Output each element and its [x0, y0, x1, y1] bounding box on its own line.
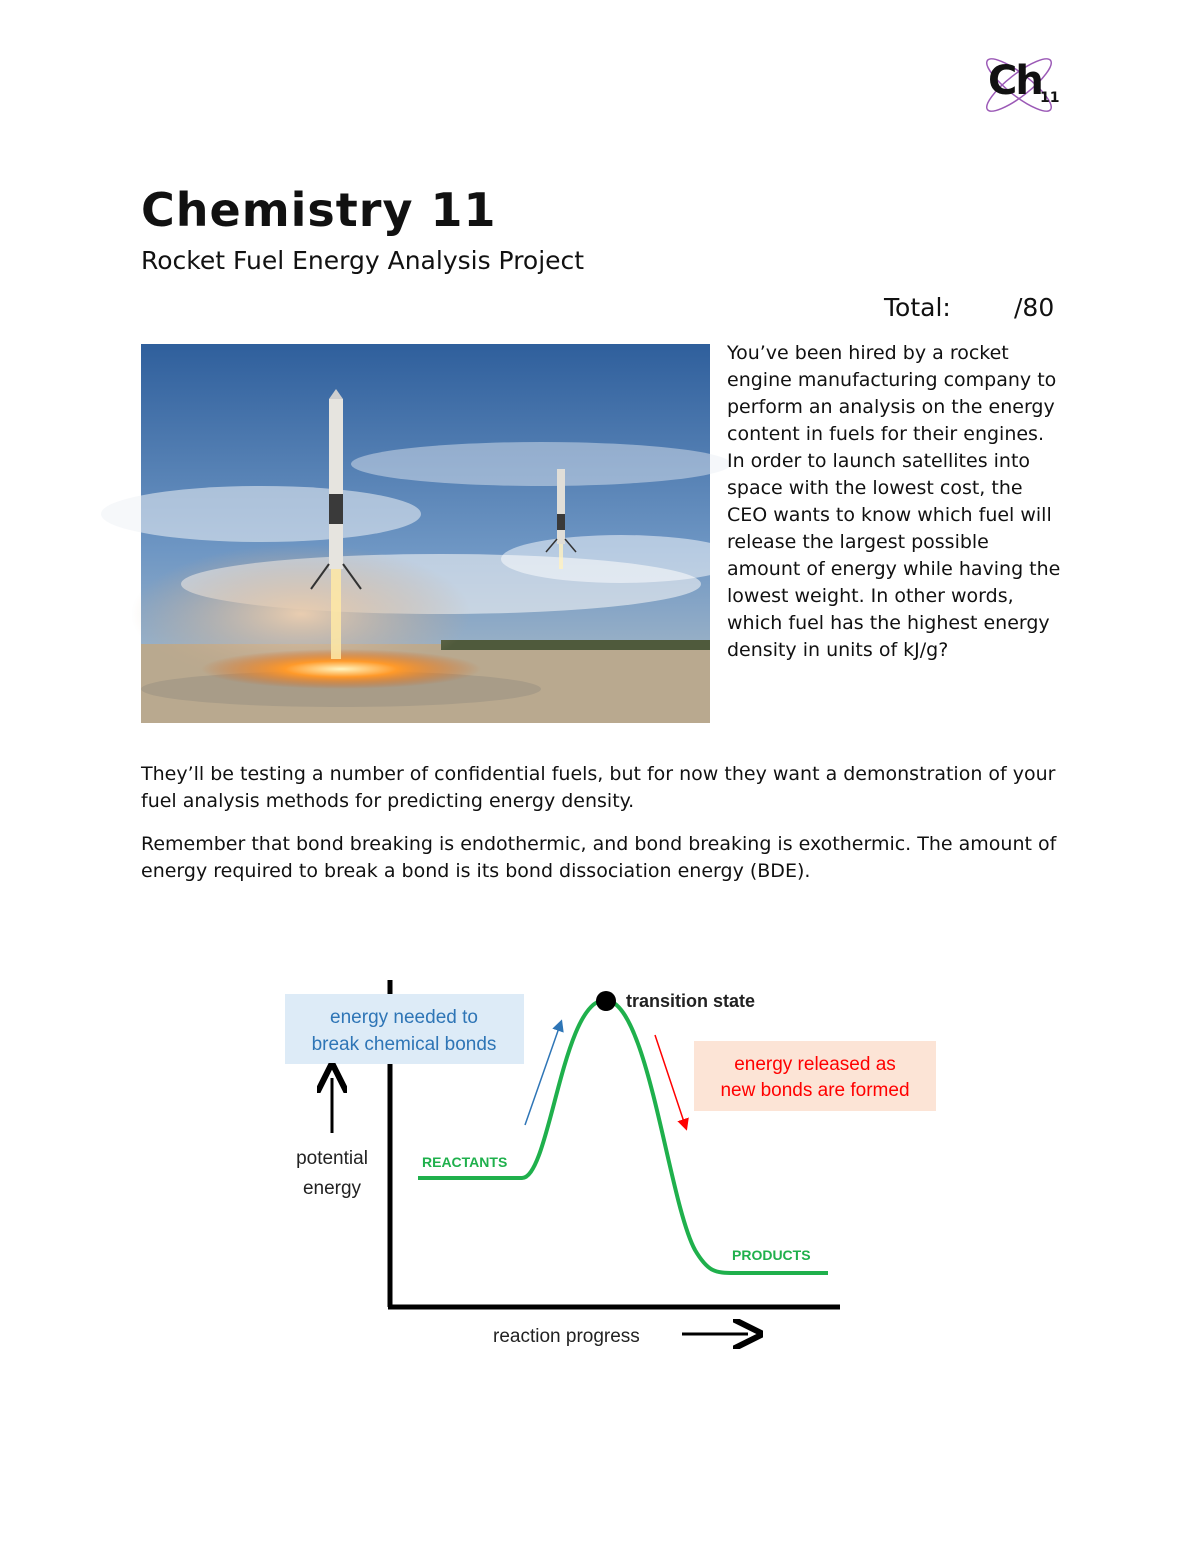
- energy-diagram: [270, 975, 910, 1360]
- total-label: Total:: [884, 293, 951, 322]
- x-axis-label: reaction progress: [493, 1326, 640, 1347]
- energy-needed-arrow: [525, 1025, 560, 1125]
- transition-state-marker: [596, 991, 616, 1011]
- y-axis-label-line2: energy: [302, 1178, 362, 1199]
- page-title: Chemistry 11: [141, 183, 497, 237]
- reactants-label: REACTANTS: [422, 1154, 508, 1170]
- body-paragraph-2: Remember that bond breaking is endothermic, and bond breaking is exothermic. The amount of energy required to break a bond is its bond dissociation energy (BDE).: [141, 833, 1057, 882]
- total-score-value: /80: [1014, 293, 1055, 322]
- body-paragraph-1: They’ll be testing a number of confidential fuels, but for now they want a demonstration of your fuel analysis methods for predicting energy density.: [141, 763, 1056, 812]
- energy-needed-line1: energy needed to: [330, 1007, 478, 1028]
- transition-state-label: transition state: [626, 991, 756, 1011]
- page-subtitle: Rocket Fuel Energy Analysis Project: [141, 246, 585, 275]
- y-axis-label-line1: potential: [296, 1148, 368, 1169]
- logo-subscript: 11: [1040, 90, 1060, 106]
- products-label: PRODUCTS: [732, 1247, 811, 1263]
- energy-released-line1: energy released as: [734, 1054, 896, 1075]
- energy-needed-line2: break chemical bonds: [311, 1034, 497, 1055]
- logo-text: Ch: [988, 58, 1042, 104]
- course-logo: [976, 52, 1062, 118]
- intro-paragraph: You’ve been hired by a rocket engine manufacturing company to perform an analysis on the energy content in fuels for their engines. In order to launch satellites into space with the lowest cost, the CEO wants to know which fuel will release the largest possible amount of energy while having the lowest weight. In other words, which fuel has the highest energy density in units of kJ/g?: [727, 342, 1061, 661]
- energy-released-line2: new bonds are formed: [720, 1080, 910, 1101]
- rocket-landing-photo: [141, 344, 710, 723]
- total-score: [884, 293, 1055, 322]
- energy-released-arrow: [655, 1035, 685, 1125]
